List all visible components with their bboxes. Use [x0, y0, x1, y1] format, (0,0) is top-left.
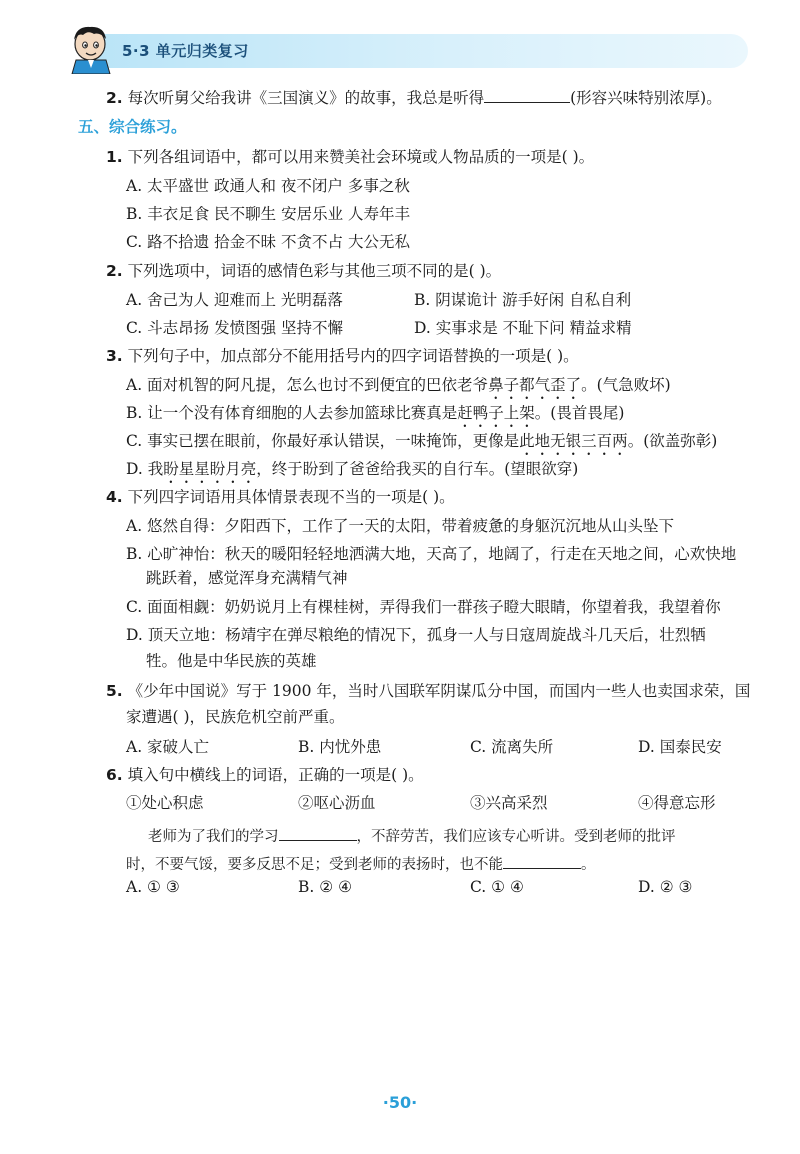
q3-option-c[interactable] — [126, 430, 717, 459]
q4-option-c[interactable]: C. 面面相觑：奶奶说月上有棵桂树，弄得我们一群孩子瞪大眼睛，你望着我，我望着你 — [126, 598, 721, 616]
q6-option-a[interactable]: A. ① ③ — [126, 878, 180, 896]
passage-text: 。 — [581, 857, 596, 873]
q4-option-b[interactable]: B. 心旷神怡：秋天的暖阳轻轻地洒满大地，天高了，地阔了，行走在天地之间，心欢快地 — [126, 545, 737, 563]
q6-choice-3: ③兴高采烈 — [470, 794, 548, 812]
q6-choice-1: ①处心积虑 — [126, 794, 204, 812]
q1-option-b[interactable]: B. 丰衣足食 民不聊生 安居乐业 人寿年丰 — [126, 205, 411, 223]
option-text: C. 事实已摆在眼前，你最好承认错误，一味掩饰，更像是 — [126, 432, 520, 450]
q2-option-a[interactable]: A. 舍己为人 迎难而上 光明磊落 — [126, 291, 343, 309]
option-text: 。(气急败坏) — [581, 376, 671, 394]
q6-choice-4: ④得意忘形 — [638, 794, 716, 812]
question-4 — [106, 486, 455, 508]
question-number: 2. — [106, 89, 123, 107]
question-text-after: (形容兴味特别浓厚)。 — [570, 89, 722, 107]
question-stem: 下列各组词语中，都可以用来赞美社会环境或人物品质的一项是( )。 — [127, 148, 595, 166]
q6-passage-line-1 — [148, 824, 676, 848]
question-number: 1. — [106, 148, 123, 166]
q5-option-c[interactable]: C. 流离失所 — [470, 738, 554, 756]
q5-option-d[interactable]: D. 国泰民安 — [638, 738, 722, 756]
q4-option-d[interactable]: D. 顶天立地：杨靖宇在弹尽粮绝的情况下，孤身一人与日寇周旋战斗几天后，壮烈牺 — [126, 626, 706, 644]
q3-option-a[interactable] — [126, 374, 671, 403]
option-text: 。(畏首畏尾) — [534, 404, 625, 422]
dotted-phrase: 鼻子都气歪了 — [488, 376, 582, 394]
passage-text: 老师为了我们的学习 — [148, 829, 279, 845]
dotted-phrase: 此地无银三百两 — [519, 432, 628, 450]
q5-option-b[interactable]: B. 内忧外患 — [298, 738, 382, 756]
option-text: B. 让一个没有体育细胞的人去参加篮球比赛真是 — [126, 404, 458, 422]
question-5-stem-cont: 家遭遇( )，民族危机空前严重。 — [126, 708, 345, 726]
option-text: A. 面对机智的阿凡提，怎么也讨不到便宜的巴依老爷 — [126, 376, 489, 394]
q6-choice-2: ②呕心沥血 — [298, 794, 376, 812]
question-6 — [106, 764, 424, 786]
question-number: 4. — [106, 488, 123, 506]
question-3 — [106, 345, 579, 367]
q5-option-a[interactable]: A. 家破人亡 — [126, 738, 210, 756]
q6-option-b[interactable]: B. ② ④ — [298, 878, 352, 896]
mascot-icon — [66, 22, 116, 74]
question-stem: 填入句中横线上的词语，正确的一项是( )。 — [127, 766, 424, 784]
option-text: 。(欲盖弥彰) — [627, 432, 718, 450]
question-stem: 下列四字词语用具体情景表现不当的一项是( )。 — [127, 488, 455, 506]
q2-option-c[interactable]: C. 斗志昂扬 发愤图强 坚持不懈 — [126, 319, 344, 337]
question-stem: 下列句子中，加点部分不能用括号内的四字词语替换的一项是( )。 — [127, 347, 579, 365]
question-number: 6. — [106, 766, 123, 784]
page-number: ·50· — [382, 1093, 418, 1112]
dotted-phrase: 赶鸭子上架 — [457, 404, 535, 422]
q6-option-c[interactable]: C. ① ④ — [470, 878, 524, 896]
question-1 — [106, 146, 594, 168]
question-stem: 下列选项中，词语的感情色彩与其他三项不同的是( )。 — [127, 262, 502, 280]
question-5 — [106, 680, 750, 702]
question-number: 5. — [106, 682, 123, 700]
question-2 — [106, 260, 501, 282]
dotted-phrase: 盼星星盼月亮 — [163, 460, 257, 478]
q2-option-b[interactable]: B. 阴谋诡计 游手好闲 自私自利 — [414, 291, 632, 309]
question-number: 2. — [106, 262, 123, 280]
option-text: ，终于盼到了爸爸给我买的自行车。(望眼欲穿) — [256, 460, 579, 478]
q1-option-a[interactable]: A. 太平盛世 政通人和 夜不闭户 多事之秋 — [126, 177, 410, 195]
q6-passage-line-2 — [126, 852, 596, 876]
question-text: 每次听舅父给我讲《三国演义》的故事，我总是听得 — [122, 89, 485, 107]
option-text: D. 我 — [126, 460, 164, 478]
q6-option-d[interactable]: D. ② ③ — [638, 878, 693, 896]
q4-option-a[interactable]: A. 悠然自得：夕阳西下，工作了一天的太阳，带着疲惫的身躯沉沉地从山头坠下 — [126, 517, 675, 535]
passage-blank-1[interactable] — [279, 824, 357, 841]
question-number: 3. — [106, 347, 123, 365]
header-title: 5·3 单元归类复习 — [122, 42, 249, 60]
passage-blank-2[interactable] — [503, 852, 581, 869]
q2-option-d[interactable]: D. 实事求是 不耻下问 精益求精 — [414, 319, 632, 337]
q4-option-d-cont: 牲。他是中华民族的英雄 — [146, 652, 317, 670]
passage-text: 时，不要气馁，要多反思不足；受到老师的表扬时，也不能 — [126, 857, 503, 873]
q3-option-d[interactable] — [126, 458, 578, 487]
passage-text: ，不辞劳苦，我们应该专心听讲。受到老师的批评 — [356, 829, 676, 845]
question-stem: 《少年中国说》写于 1900 年，当时八国联军阴谋瓜分中国，而国内一些人也卖国求荣，国 — [127, 682, 751, 700]
q4-option-b-cont: 跳跃着，感觉浑身充满精气神 — [146, 569, 348, 587]
answer-blank[interactable] — [484, 86, 570, 103]
prev-question-2 — [106, 86, 722, 109]
q1-option-c[interactable]: C. 路不拾遗 拾金不昧 不贪不占 大公无私 — [126, 233, 410, 251]
q3-option-b[interactable] — [126, 402, 624, 431]
section-title: 五、综合练习。 — [78, 118, 187, 136]
